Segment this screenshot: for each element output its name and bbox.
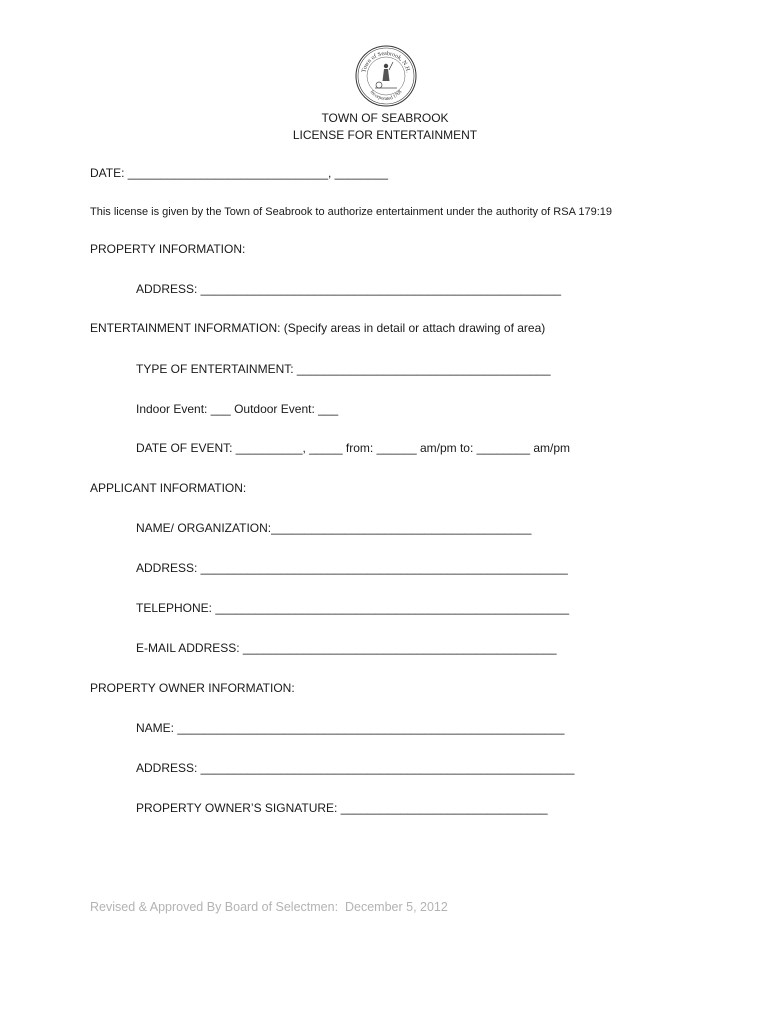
owner-address-field[interactable]: ADDRESS: ________________________________________________________ xyxy=(136,761,575,775)
owner-heading: PROPERTY OWNER INFORMATION: xyxy=(90,681,295,695)
date-field[interactable]: DATE: ______________________________, ________ xyxy=(90,166,389,180)
applicant-name-field[interactable]: NAME/ ORGANIZATION:_______________________________________ xyxy=(136,521,532,535)
seal-top-text: Town of Seabrook, N.H. xyxy=(361,50,411,74)
town-heading: TOWN OF SEABROOK xyxy=(321,111,449,125)
applicant-telephone-field[interactable]: TELEPHONE: _____________________________________________________ xyxy=(136,601,570,615)
owner-signature-field[interactable]: PROPERTY OWNER’S SIGNATURE: _______________________________ xyxy=(136,801,548,815)
date-of-event-field[interactable]: DATE OF EVENT: __________, _____ from: ______ am/pm to: ________ am/pm xyxy=(136,441,571,455)
town-seal-icon xyxy=(355,45,417,107)
owner-name-field[interactable]: NAME: __________________________________________________________ xyxy=(136,721,565,735)
revision-footer: Revised & Approved By Board of Selectmen: December 5, 2012 xyxy=(90,900,448,914)
svg-text:Incorporated 1768 xyxy=(369,89,404,102)
property-address-field[interactable]: ADDRESS: ______________________________________________________ xyxy=(136,282,562,296)
property-heading: PROPERTY INFORMATION: xyxy=(90,242,246,256)
indoor-outdoor-field[interactable]: Indoor Event: ___ Outdoor Event: ___ xyxy=(136,402,339,416)
applicant-email-field[interactable]: E-MAIL ADDRESS: _______________________________________________ xyxy=(136,641,557,655)
form-title: LICENSE FOR ENTERTAINMENT xyxy=(292,128,478,142)
entertainment-heading: ENTERTAINMENT INFORMATION: (Specify areas in detail or attach drawing of area) xyxy=(90,321,546,335)
applicant-address-field[interactable]: ADDRESS: _______________________________________________________ xyxy=(136,561,568,575)
seal-bottom-text: Incorporated 1768 xyxy=(368,89,404,103)
applicant-heading: APPLICANT INFORMATION: xyxy=(90,481,247,495)
intro-text: This license is given by the Town of Seabrook to authorize entertainment under the authority of RSA 179:19 xyxy=(90,206,613,218)
entertainment-type-field[interactable]: TYPE OF ENTERTAINMENT: ______________________________________ xyxy=(136,362,551,376)
